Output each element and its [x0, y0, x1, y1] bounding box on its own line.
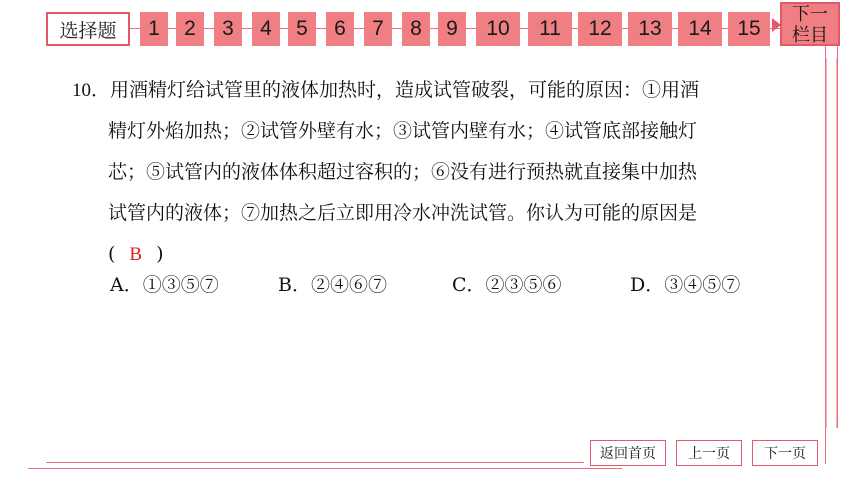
answer-value: B: [129, 244, 143, 265]
question-nav-4[interactable]: 4: [252, 12, 280, 46]
next-column-label-line1: 下一: [792, 4, 828, 25]
question-line-2: 精灯外焰加热；②试管外壁有水；③试管内壁有水；④试管底部接触灯: [108, 120, 698, 142]
question-line-1: [72, 70, 792, 111]
option-b: B．②④⑥⑦: [278, 274, 387, 296]
option-c: C．②③⑤⑥: [452, 274, 562, 296]
question-nav-13[interactable]: 13: [628, 12, 672, 46]
option-d: D．③④⑤⑦: [630, 274, 741, 296]
next-column-button[interactable]: [780, 2, 840, 46]
answer-line: [72, 234, 792, 275]
question-line-4: 试管内的液体；⑦加热之后立即用冷水冲洗试管。你认为可能的原因是: [108, 202, 698, 224]
question-number: 10．: [72, 80, 111, 101]
prev-page-button[interactable]: 上一页: [676, 440, 742, 466]
question-nav-14[interactable]: 14: [678, 12, 722, 46]
question-nav-10[interactable]: 10: [476, 12, 520, 46]
question-nav-3[interactable]: 3: [214, 12, 242, 46]
section-select-label[interactable]: 选择题: [46, 12, 130, 46]
question-nav-12[interactable]: 12: [578, 12, 622, 46]
next-page-button[interactable]: 下一页: [752, 440, 818, 466]
question-line-3: 芯；⑤试管内的液体体积超过容积的；⑥没有进行预热就直接集中加热: [108, 161, 698, 183]
answer-paren-open: (: [108, 243, 116, 265]
question-nav-2[interactable]: 2: [176, 12, 204, 46]
question-nav-9[interactable]: 9: [438, 12, 466, 46]
bottom-decor-line: [46, 462, 584, 463]
next-column-label-line2: 栏目: [792, 25, 828, 46]
question-text-1: 用酒精灯给试管里的液体加热时，造成试管破裂，可能的原因：①用酒: [110, 79, 700, 101]
right-decor-line-inner: [837, 46, 838, 428]
question-nav-7[interactable]: 7: [364, 12, 392, 46]
question-nav-11[interactable]: 11: [528, 12, 572, 46]
question-nav-1[interactable]: 1: [140, 12, 168, 46]
answer-paren-close: ): [156, 243, 164, 265]
question-nav-15[interactable]: 15: [728, 12, 770, 46]
right-decor-stripe: [826, 58, 837, 428]
question-content: [72, 70, 792, 275]
option-a: A．①③⑤⑦: [110, 274, 219, 296]
question-nav-5[interactable]: 5: [288, 12, 316, 46]
question-nav-8[interactable]: 8: [402, 12, 430, 46]
bottom-decor-line-lower: [28, 468, 622, 469]
home-page-button[interactable]: 返回首页: [590, 440, 666, 466]
top-navigation-bar: [0, 0, 860, 60]
question-nav-6[interactable]: 6: [326, 12, 354, 46]
